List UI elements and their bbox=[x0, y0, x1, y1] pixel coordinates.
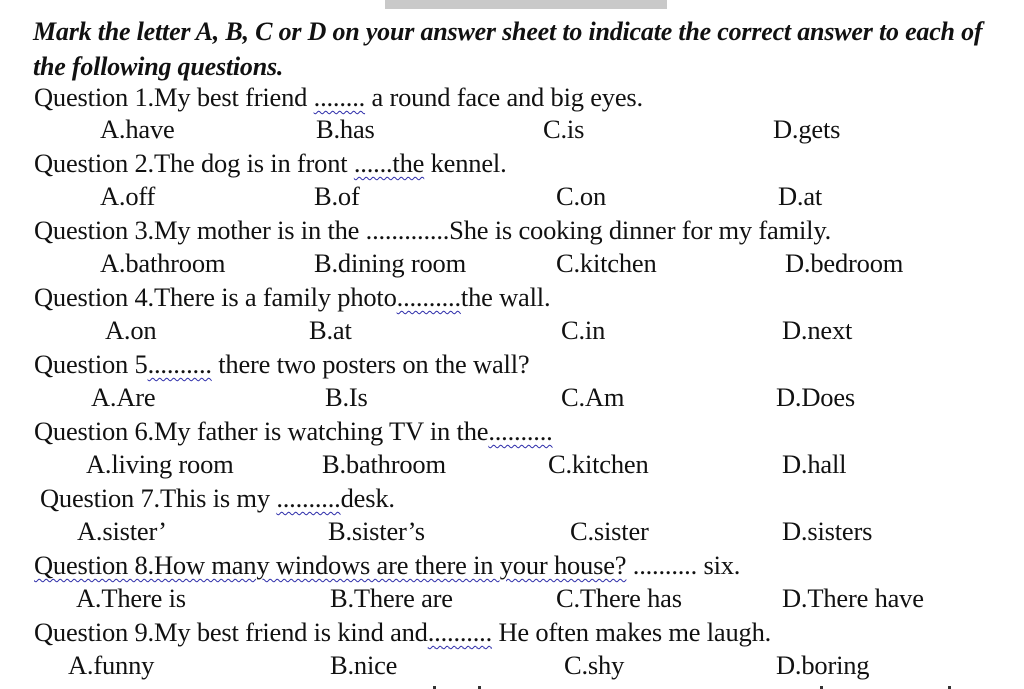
question-4: Question 4.There is a family photo..........the wall. bbox=[34, 282, 551, 312]
option-d: D.gets bbox=[773, 114, 841, 144]
option-d: D.bedroom bbox=[785, 248, 904, 278]
answer-blank: .......... bbox=[147, 349, 212, 379]
cropped-header-fragment bbox=[385, 0, 667, 9]
option-a: A.living room bbox=[86, 449, 234, 479]
question-7: Question 7.This is my ..........desk. bbox=[40, 483, 395, 513]
option-d: D.Does bbox=[776, 382, 856, 412]
option-a: A.There is bbox=[76, 583, 186, 613]
option-c: C.in bbox=[561, 315, 606, 345]
answer-blank: ........ bbox=[313, 82, 366, 112]
instruction-text: Mark the letter A, B, C or D on your answer sheet to indicate the correct answer to each of the following questions. bbox=[33, 17, 983, 81]
option-c: C.There has bbox=[556, 583, 682, 613]
option-b: B.bathroom bbox=[322, 449, 446, 479]
answer-blank: .......... bbox=[396, 282, 461, 312]
option-d: D.boring bbox=[776, 650, 870, 680]
question-3: Question 3.My mother is in the .............She is cooking dinner for my family. bbox=[34, 215, 832, 245]
option-b: B.Is bbox=[325, 382, 368, 412]
option-c: C.Am bbox=[561, 382, 625, 412]
option-b: B.nice bbox=[330, 650, 398, 680]
option-b: B.has bbox=[316, 114, 375, 144]
answer-blank: .......... bbox=[427, 617, 493, 647]
question-1: Question 1.My best friend ........ a round face and big eyes. bbox=[34, 82, 643, 112]
option-d: D.There have bbox=[782, 583, 924, 613]
question-8-underlined-text: Question 8.How many windows are there in your house? bbox=[34, 550, 627, 580]
option-d: D.next bbox=[782, 315, 853, 345]
option-a: A.off bbox=[100, 181, 156, 211]
question-6: Question 6.My father is watching TV in the.......... bbox=[34, 416, 553, 446]
option-a: A.have bbox=[100, 114, 175, 144]
option-a: A.bathroom bbox=[100, 248, 226, 278]
question-9: Question 9.My best friend is kind and.......... He often makes me laugh. bbox=[34, 617, 772, 647]
option-a: A.sister’ bbox=[77, 516, 167, 546]
option-c: C.kitchen bbox=[556, 248, 657, 278]
option-b: B.dining room bbox=[314, 248, 466, 278]
option-b: B.There are bbox=[330, 583, 453, 613]
option-c: C.kitchen bbox=[548, 449, 649, 479]
answer-blank: .......... bbox=[488, 416, 553, 446]
option-d: D.sisters bbox=[782, 516, 873, 546]
option-b: B.sister’s bbox=[328, 516, 425, 546]
answer-blank: .......... bbox=[276, 483, 341, 513]
question-8: Question 8.How many windows are there in your house? .......... six. bbox=[34, 550, 741, 580]
option-b: B.at bbox=[309, 315, 352, 345]
option-d: D.hall bbox=[782, 449, 847, 479]
option-b: B.of bbox=[314, 181, 360, 211]
question-2: Question 2.The dog is in front ......the kennel. bbox=[34, 148, 507, 178]
option-c: C.on bbox=[556, 181, 607, 211]
option-c: C.is bbox=[543, 114, 585, 144]
option-c: C.sister bbox=[570, 516, 649, 546]
answer-blank: ......the bbox=[353, 148, 425, 178]
option-a: A.funny bbox=[68, 650, 155, 680]
option-c: C.shy bbox=[564, 650, 625, 680]
question-5: Question 5.......... there two posters on the wall? bbox=[34, 349, 530, 379]
option-a: A.Are bbox=[91, 382, 156, 412]
option-d: D.at bbox=[778, 181, 823, 211]
option-a: A.on bbox=[105, 315, 157, 345]
